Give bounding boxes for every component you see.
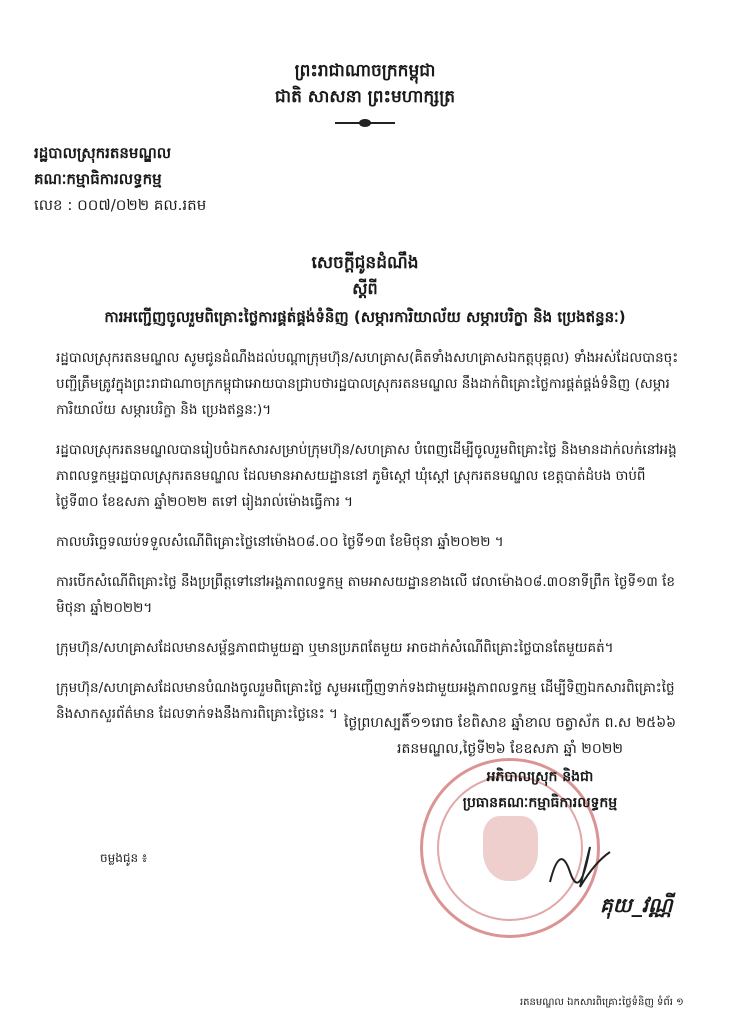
kingdom-title: ព្រះរាជាណាចក្រកម្ពុជា bbox=[294, 61, 436, 81]
paragraph-deadline: កាលបរិច្ឆេទឈប់ទទួលសំណើពិគ្រោះថ្លៃនៅម៉ោង០៨.០០ ថ្ងៃទី១៣ ខែមិថុនា ឆ្នាំ២០២២ ។ bbox=[56, 534, 504, 550]
notice-heading: សេចក្តីជូនដំណឹង bbox=[311, 253, 419, 273]
paragraph-contact: ក្រុមហ៊ុន/សហគ្រាសដែលមានបំណងចូលរួមពិគ្រោះថ្លៃ សូមអញ្ជើញទាក់ទងជាមួយអង្គភាពលទ្ធកម្ម ដើម្បីទិញឯកសារពិគ្រោះថ្លៃ និងសាកសួរព័ត៌មាន ដែលទាក់ទងនឹងការពិគ្រោះថ្លៃនេះ ។ bbox=[56, 680, 675, 722]
notice-title bbox=[0, 250, 730, 330]
solar-date: រតនមណ្ឌល,ថ្ងៃទី២៦ ខែឧសភា ឆ្នាំ ២០២២ bbox=[397, 741, 623, 757]
notice-subject-label: ស្តីពី bbox=[352, 279, 378, 298]
nation-religion-king: ជាតិ សាសនា ព្រះមហាក្សត្រ bbox=[274, 87, 456, 107]
notice-subject: ការអញ្ជើញចូលរួមពិគ្រោះថ្លៃការផ្គត់ផ្គង់ទំនិញ (សម្ភារការិយាល័យ សម្ភារបរិក្ខា និង ប្រេងឥន្ធនៈ) bbox=[104, 308, 626, 326]
paragraph-affiliation: ក្រុមហ៊ុន/សហគ្រាសដែលមានសម្ព័ន្ធភាពជាមួយគ្នា ឬមានប្រភពតែមួយ អាចដាក់សំណើពិគ្រោះថ្លៃបានតែមួយគត់។ bbox=[56, 640, 614, 656]
ornament-divider bbox=[335, 122, 395, 124]
signatory-block bbox=[380, 764, 700, 816]
issuer-header bbox=[34, 140, 206, 218]
lunar-date: ថ្ងៃព្រហស្បតិ៍១១រោច ខែពិសាខ ឆ្នាំខាល ចត្វាស័ក ព.ស ២៥៦៦ bbox=[343, 715, 677, 731]
page-footer: រតនមណ្ឌល ឯកសារពិគ្រោះថ្លៃទំនិញ ទំព័រ ១ bbox=[520, 997, 684, 1008]
signer-name: គុយ_វណ្ណី bbox=[600, 893, 673, 917]
signatory-title: ប្រធានគណៈកម្មាធិការលទ្ធកម្ម bbox=[462, 795, 618, 811]
paragraph-intro: រដ្ឋបាលស្រុករតនមណ្ឌល សូមជូនដំណឹងដល់បណ្តាក្រុមហ៊ុន/សហគ្រាស(គិតទាំងសហគ្រាសឯកត្តបុគ្គល) ទាំងអស់ដែលបានចុះបញ្ជីត្រឹមត្រូវក្នុងព្រះរាជាណាចក្រកម្ពុជាអោយបានជ្រាបថារដ្ឋបាលស្រុករតនមណ្ឌល នឹងដាក់ពិគ្រោះថ្លៃការផ្គត់ផ្គង់ទំនិញ (សម្ភារការិយាល័យ សម្ភារបរិក្ខា និង ប្រេងឥន្ធនៈ)។ bbox=[56, 350, 679, 418]
handwritten-signature bbox=[540, 832, 620, 892]
reference-number: លេខ : ០០៧/០២២ គល.រតម bbox=[34, 196, 207, 214]
cc-label: ចម្លងជូន ៖ bbox=[100, 851, 148, 865]
date-block bbox=[320, 710, 700, 762]
kingdom-motto bbox=[0, 58, 730, 110]
paragraph-documents: រដ្ឋបាលស្រុករតនមណ្ឌលបានរៀបចំឯកសារសម្រាប់ក្រុមហ៊ុន/សហគ្រាស បំពេញដើម្បីចូលរួមពិគ្រោះថ្លៃ និងមានដាក់លក់នៅអង្គភាពលទ្ធកម្មរដ្ឋបាលស្រុករតនមណ្ឌល ដែលមានអាសយដ្ឋាននៅ ភូមិស្តៅ ឃុំស្តៅ ស្រុករតនមណ្ឌល ខេត្តបាត់ដំបង ចាប់ពីថ្ងៃទី៣០ ខែឧសភា ឆ្នាំ២០២២ តទៅ រៀងរាល់ម៉ោងធ្វើការ ។ bbox=[56, 442, 677, 510]
office-name: រដ្ឋបាលស្រុករតនមណ្ឌល bbox=[34, 144, 172, 162]
paragraph-opening: ការបើកសំណើពិគ្រោះថ្លៃ នឹងប្រព្រឹត្តទៅនៅអង្គភាពលទ្ធកម្ម តាមអាសយដ្ឋានខាងលើ វេលាម៉ោង០៨.៣០នាទីព្រឹក ថ្ងៃទី១៣ ខែមិថុនា ឆ្នាំ២០២២។ bbox=[56, 574, 675, 616]
signatory-role: អភិបាលស្រុក និងជា bbox=[486, 769, 594, 785]
notice-body bbox=[56, 345, 680, 741]
committee-name: គណៈកម្មាធិការលទ្ធកម្ម bbox=[34, 170, 162, 188]
